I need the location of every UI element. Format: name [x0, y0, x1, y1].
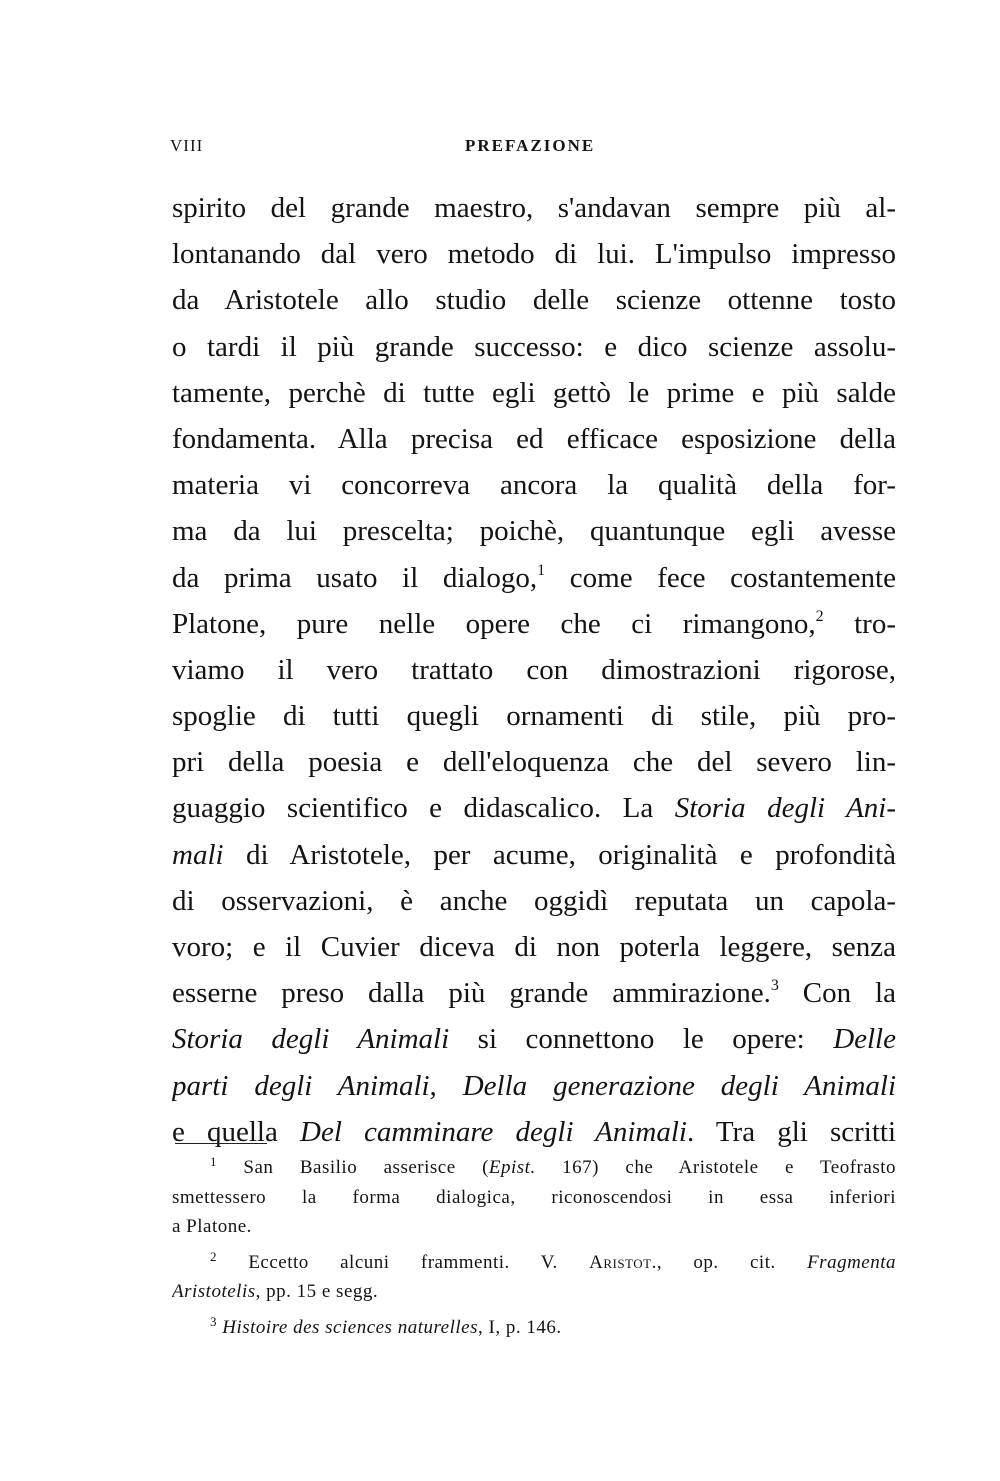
footnote-1-line: smettessero la forma dialogica, riconoscendosi in essa inferiori	[172, 1186, 896, 1208]
book-title: parti degli Animali, Della generazione degli Animali	[172, 1069, 896, 1102]
text-line: materia vi concorreva ancora la qualità della for-	[172, 469, 896, 502]
text-line: esserne preso dalla più grande ammirazione.$^3$ Con la	[172, 977, 896, 1010]
text-line: tamente, perchè di tutte egli gettò le prime e più salde	[172, 376, 896, 409]
book-title: Storia degli Animali	[172, 1023, 450, 1056]
text-line: e quella Del camminare degli Animali. Tra gli scritti	[172, 1115, 896, 1148]
text-line: pri della poesia e dell'eloquenza che del severo lin-	[172, 746, 896, 779]
book-title: Storia degli Ani-	[674, 792, 896, 825]
footnote-2: $^2$ Eccetto alcuni frammenti. V. Aristot., op. cit. Fragmenta	[210, 1248, 896, 1273]
book-title: Delle	[833, 1023, 896, 1056]
text-line: lontanando dal vero metodo di lui. L'impulso impresso	[172, 238, 896, 271]
text-line: voro; e il Cuvier diceva di non poterla leggere, senza	[172, 931, 896, 963]
text-line: mali di Aristotele, per acume, originalità e profondità	[172, 838, 896, 871]
text-line: spoglie di tutti quegli ornamenti di stile, più pro-	[172, 700, 896, 733]
footnote-1: $^1$ San Basilio asserisce (Epist. 167) che Aristotele e Teofrasto	[210, 1154, 896, 1178]
text-line: da prima usato il dialogo,$^1$ come fece costantemente	[172, 561, 896, 594]
text-line: Platone, pure nelle opere che ci rimangono,$^2$ tro-	[172, 607, 896, 640]
text-line	[172, 1063, 896, 1109]
text-line: di osservazioni, è anche oggidì reputata un capola-	[172, 884, 896, 917]
text-line: guaggio scientifico e didascalico. La Storia degli Ani-	[172, 792, 896, 825]
footnote-1-line: a Platone.	[172, 1216, 252, 1237]
text-line: Storia degli Animali si connettono le opere: Delle	[172, 1023, 896, 1056]
footnotes	[172, 1153, 896, 1342]
body-text	[172, 185, 896, 1155]
footnote-2-line: Aristotelis, pp. 15 e segg.	[172, 1281, 379, 1302]
text-line: da Aristotele allo studio delle scienze ottenne tosto	[172, 284, 896, 317]
book-title: Del camminare degli Animali	[300, 1115, 687, 1148]
footnote-ref: 1	[537, 561, 546, 579]
text-line: viamo il vero trattato con dimostrazioni rigorose,	[172, 653, 896, 686]
footnote-ref: 3	[770, 977, 779, 995]
running-head	[170, 136, 898, 162]
text-line: spirito del grande maestro, s'andavan sempre più al-	[172, 192, 896, 224]
footnote-rule	[175, 1143, 267, 1144]
footnote-ref: 2	[815, 607, 824, 625]
book-title: mali	[172, 838, 224, 871]
text-line: fondamenta. Alla precisa ed efficace esposizione della	[172, 422, 896, 455]
section-title: PREFAZIONE	[465, 136, 596, 155]
footnote-3: $^3$ Histoire des sciences naturelles, I, p. 146.	[210, 1313, 562, 1338]
text-line: ma da lui prescelta; poichè, quantunque egli avesse	[172, 515, 896, 548]
text-line: o tardi il più grande successo: e dico scienze assolu-	[172, 330, 896, 363]
page-number: VIII	[170, 136, 204, 155]
